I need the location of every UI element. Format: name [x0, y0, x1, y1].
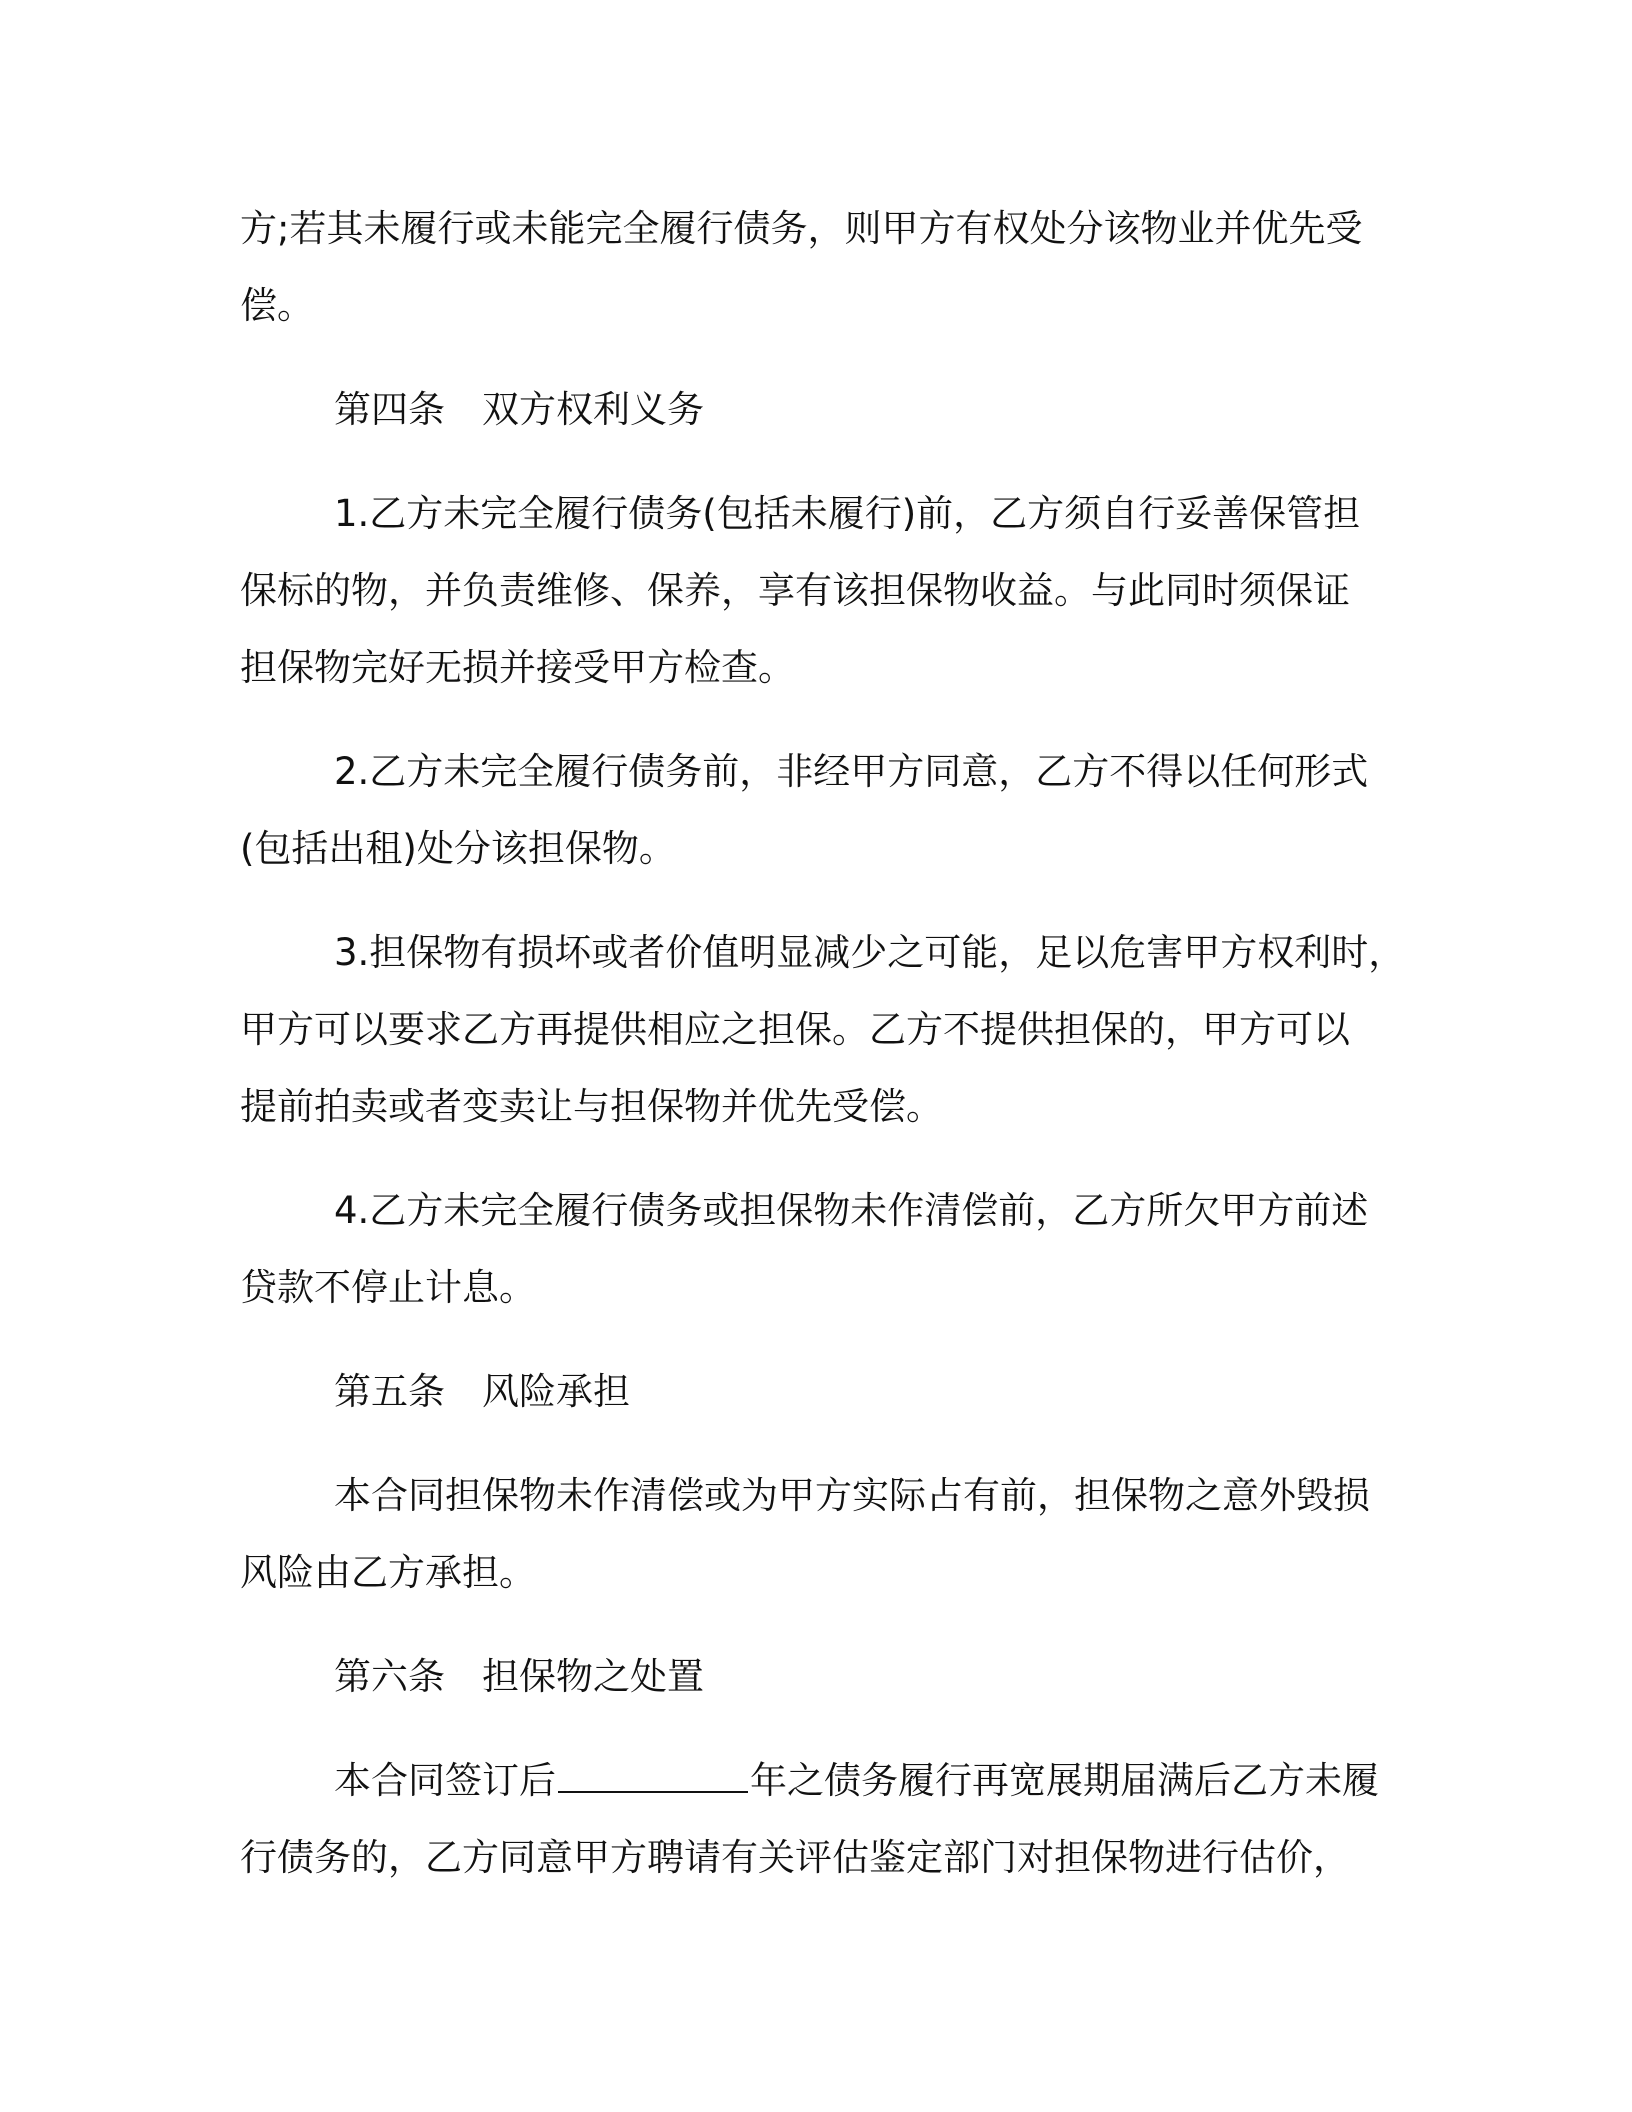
text-line: 1.乙方未完全履行债务(包括未履行)前，乙方须自行妥善保管担 [334, 492, 1361, 535]
article-heading-4: 第四条 双方权利义务 [334, 388, 704, 431]
text-line: 本合同担保物未作清偿或为甲方实际占有前，担保物之意外毁损 [334, 1474, 1370, 1517]
text-line: (包括出租)处分该担保物。 [240, 827, 676, 870]
article6-paragraph [240, 1742, 1420, 1896]
text-line: 贷款不停止计息。 [240, 1266, 536, 1309]
text-line: 行债务的，乙方同意甲方聘请有关评估鉴定部门对担保物进行估价， [240, 1836, 1350, 1879]
text-segment: 年之债务履行再宽展期届满后乙方未履 [750, 1759, 1379, 1802]
text-segment: 本合同签订后 [334, 1759, 556, 1802]
article4-item-1 [240, 475, 1420, 706]
article4-item-3 [240, 914, 1420, 1145]
article-heading-5: 第五条 风险承担 [334, 1370, 630, 1413]
text-line: 2.乙方未完全履行债务前，非经甲方同意，乙方不得以任何形式 [334, 750, 1369, 793]
article4-item-2 [240, 733, 1420, 887]
text-line: 3.担保物有损坏或者价值明显减少之可能，足以危害甲方权利时， [334, 931, 1406, 974]
text-line: 偿。 [240, 284, 314, 327]
document-body [240, 190, 1420, 1896]
text-line: 4.乙方未完全履行债务或担保物未作清偿前，乙方所欠甲方前述 [334, 1189, 1369, 1232]
article4-item-4 [240, 1172, 1420, 1326]
text-line: 方;若其未履行或未能完全履行债务，则甲方有权处分该物业并优先受 [240, 207, 1363, 250]
article5-paragraph [240, 1457, 1420, 1611]
fill-in-blank [558, 1761, 748, 1793]
article-heading-6: 第六条 担保物之处置 [334, 1655, 704, 1698]
paragraph [240, 190, 1420, 344]
text-line: 担保物完好无损并接受甲方检查。 [240, 646, 795, 689]
text-line: 甲方可以要求乙方再提供相应之担保。乙方不提供担保的，甲方可以 [240, 1008, 1350, 1051]
text-line: 提前拍卖或者变卖让与担保物并优先受偿。 [240, 1085, 943, 1128]
text-line: 保标的物，并负责维修、保养，享有该担保物收益。与此同时须保证 [240, 569, 1350, 612]
text-line [240, 1742, 1420, 1819]
text-line: 风险由乙方承担。 [240, 1551, 536, 1594]
